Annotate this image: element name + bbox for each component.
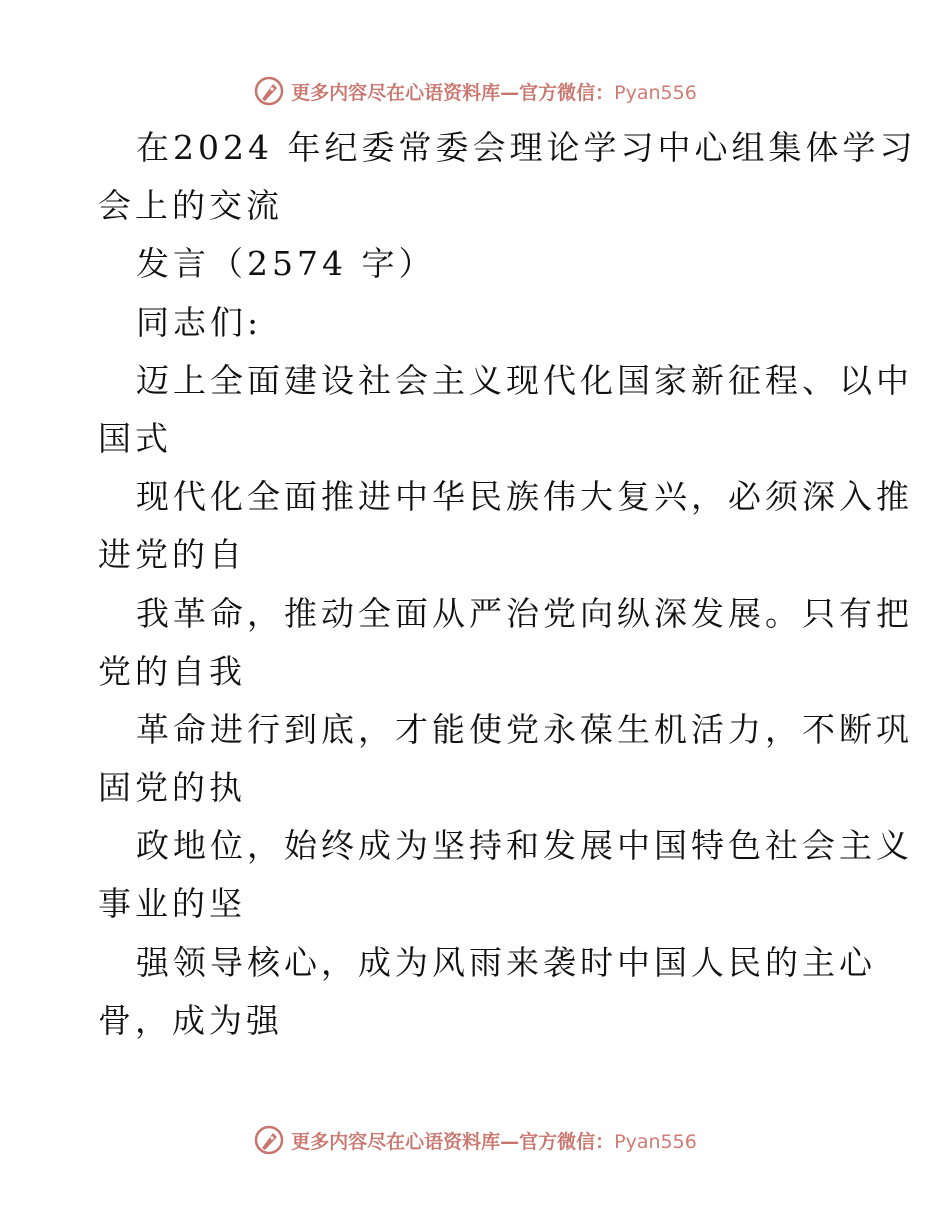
text-line: 同志们: [136, 302, 263, 342]
pen-nib-circle-icon [253, 75, 285, 107]
text-line: 党的自我 [98, 651, 246, 691]
document-body [98, 119, 917, 1050]
text-line: 发言（2574 字） [136, 244, 436, 284]
text-line: 我革命，推动全面从严治党向纵深发展。只有把 [136, 593, 913, 633]
text-line: 固党的执 [98, 768, 246, 808]
header-watermark [0, 71, 950, 111]
footer-watermark [0, 1120, 950, 1160]
watermark-wechat-id: Pyan556 [614, 81, 697, 104]
watermark-text: 更多内容尽在心语资料库—官方微信：Pyan556 [291, 1130, 697, 1153]
text-line: 现代化全面推进中华民族伟大复兴，必须深入推 [136, 477, 913, 517]
text-line: 进党的自 [98, 535, 246, 575]
text-line: 骨，成为强 [98, 1000, 283, 1040]
text-line: 在2024 年纪委常委会理论学习中心组集体学习 [136, 128, 917, 167]
watermark-text: 更多内容尽在心语资料库—官方微信：Pyan556 [291, 81, 697, 104]
text-line: 革命进行到底，才能使党永葆生机活力，不断巩 [136, 709, 913, 749]
text-line: 强领导核心，成为风雨来袭时中国人民的主心 [136, 942, 876, 982]
pen-nib-circle-icon [253, 1124, 285, 1156]
text-line: 迈上全面建设社会主义现代化国家新征程、以中 [136, 360, 913, 400]
watermark-wechat-id: Pyan556 [614, 1130, 697, 1153]
text-line: 事业的坚 [98, 884, 246, 924]
text-line: 政地位，始终成为坚持和发展中国特色社会主义 [136, 826, 913, 866]
text-line: 国式 [98, 418, 172, 458]
text-line: 会上的交流 [98, 186, 283, 226]
